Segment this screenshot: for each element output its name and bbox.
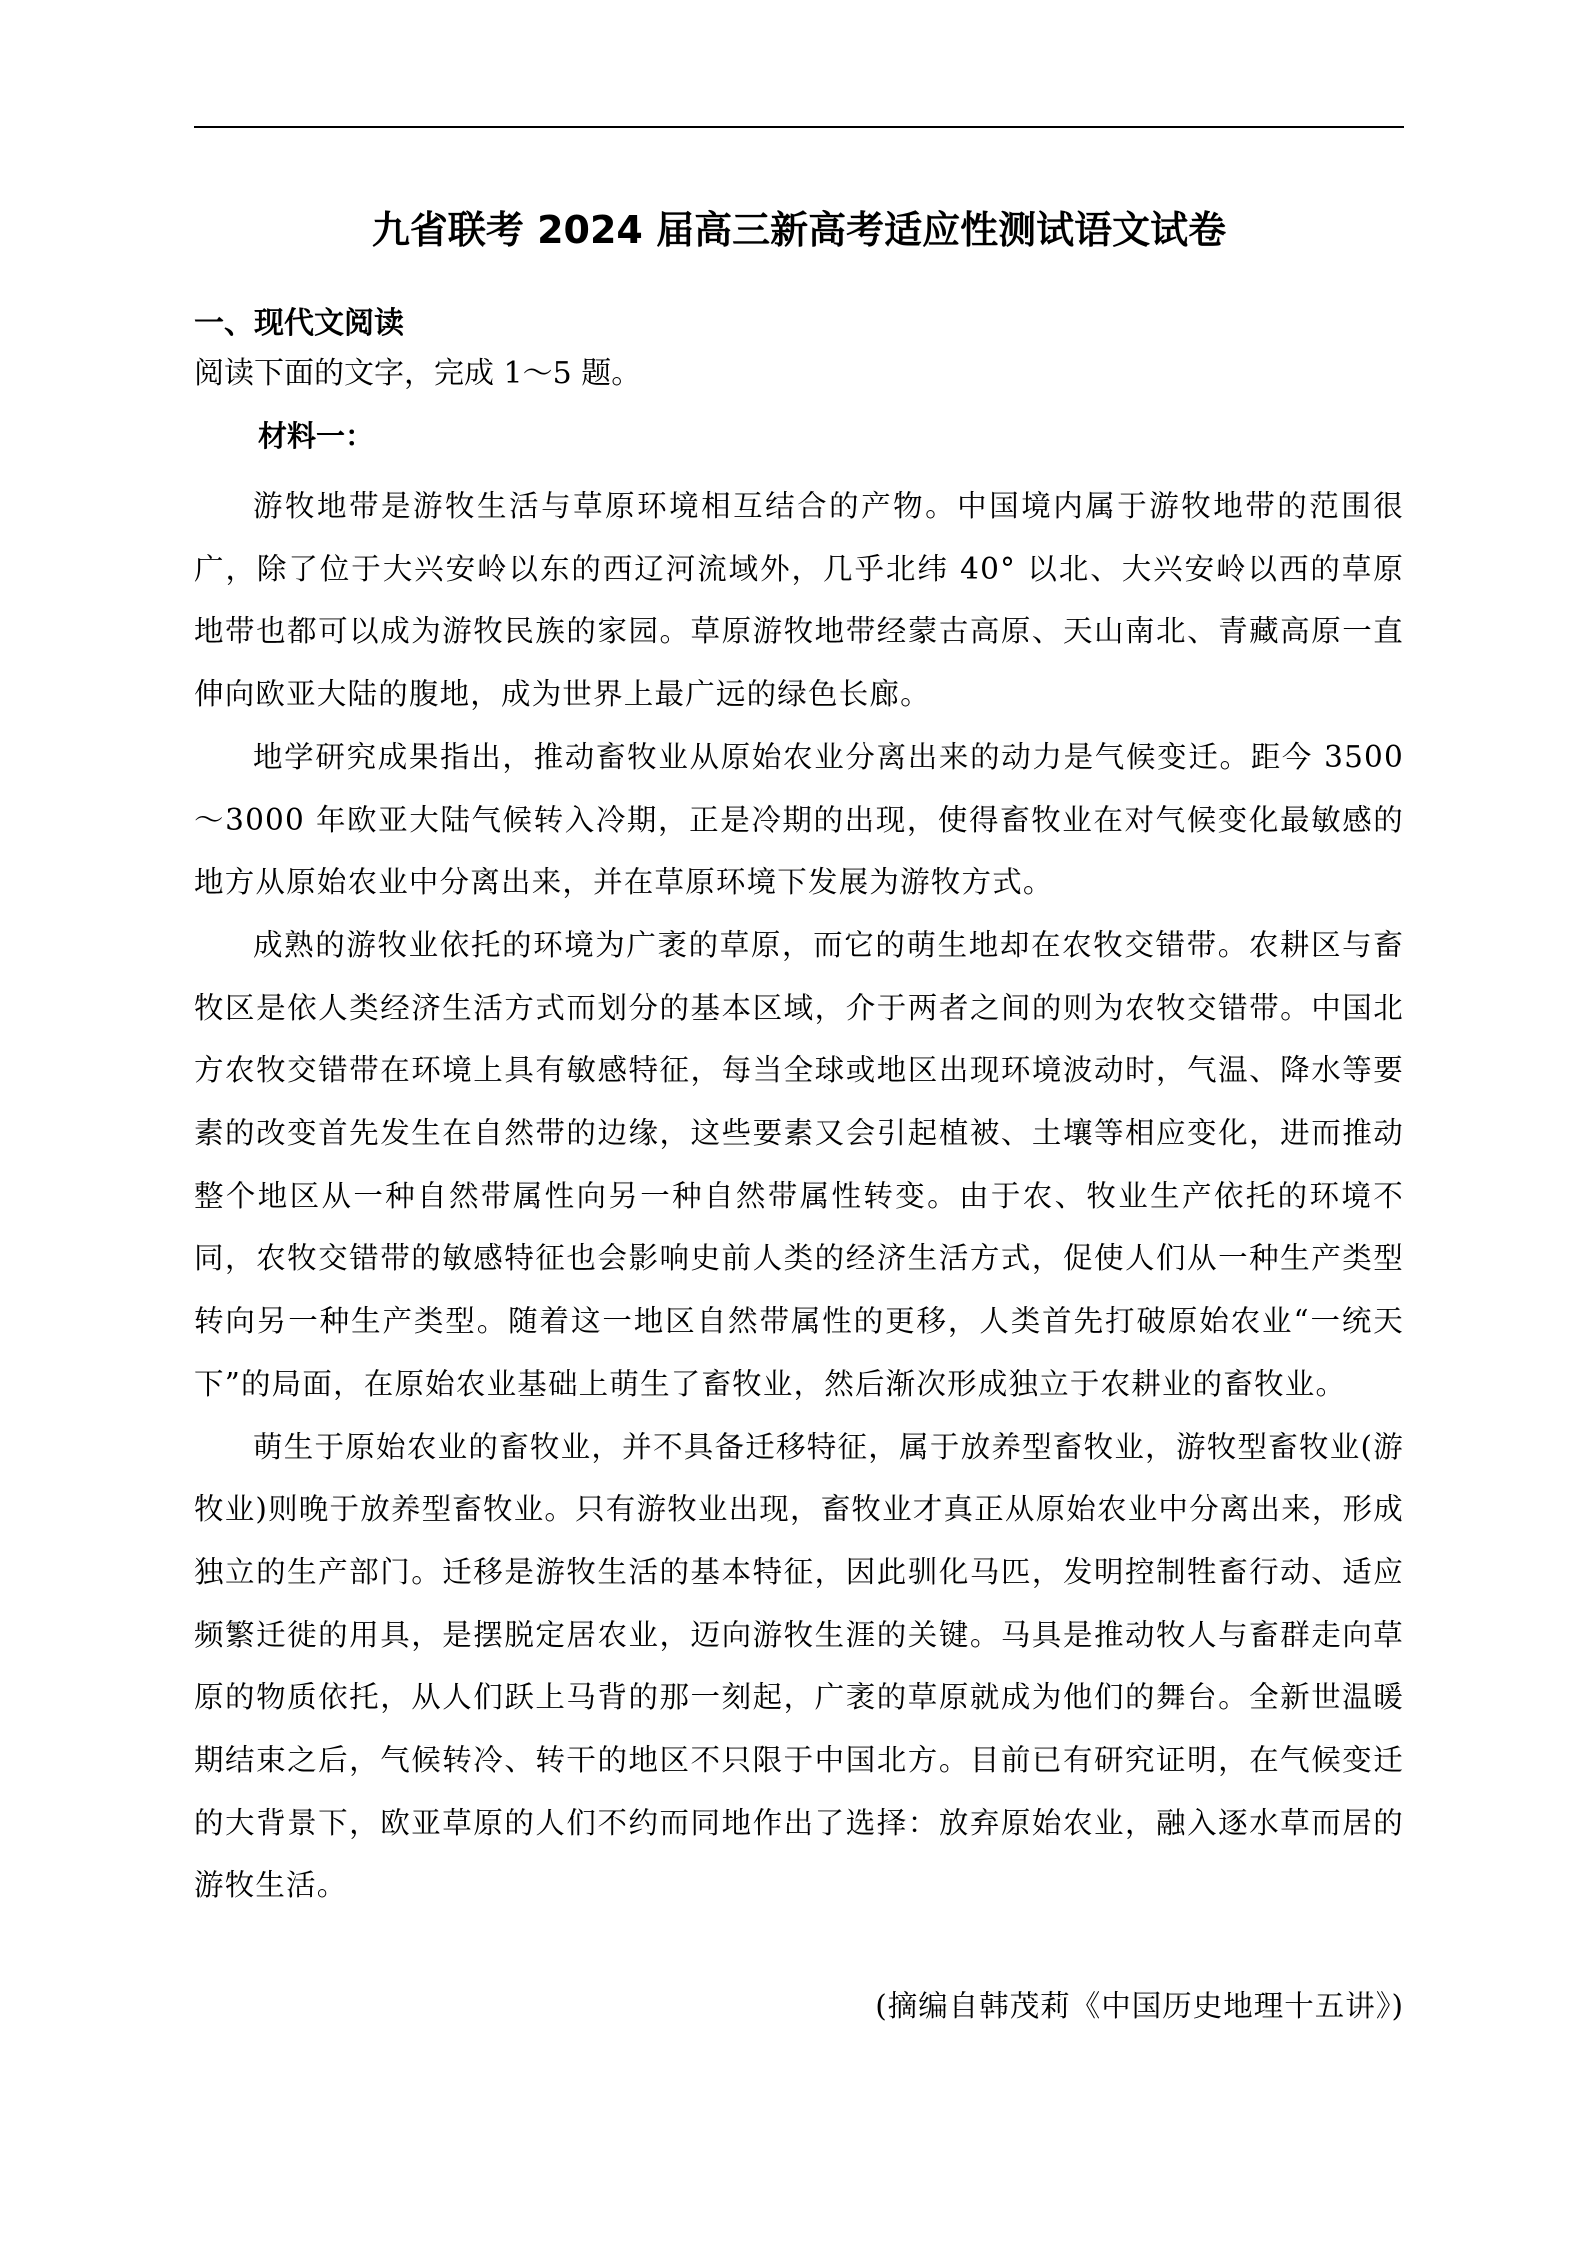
passage-body	[194, 475, 1404, 1917]
exam-title: 九省联考 2024 届高三新高考适应性测试语文试卷	[371, 208, 1227, 252]
paragraph-2: 地学研究成果指出，推动畜牧业从原始农业分离出来的动力是气候变迁。距今 3500～3000 年欧亚大陆气候转入冷期，正是冷期的出现，使得畜牧业在对气候变化最敏感的地方从原始农业中分离出来，并在草原环境下发展为游牧方式。	[194, 739, 1404, 900]
reading-instruction: 阅读下面的文字，完成 1～5 题。	[194, 356, 642, 391]
header-rule	[194, 126, 1404, 128]
material-label: 材料一：	[258, 419, 375, 453]
section-heading: 一、现代文阅读	[194, 306, 404, 341]
source-citation: (摘编自韩茂莉《中国历史地理十五讲》)	[875, 1989, 1404, 2023]
paragraph-4: 萌生于原始农业的畜牧业，并不具备迁移特征，属于放养型畜牧业，游牧型畜牧业(游牧业)则晚于放养型畜牧业。只有游牧业出现，畜牧业才真正从原始农业中分离出来，形成独立的生产部门。迁移是游牧生活的基本特征，因此驯化马匹，发明控制牲畜行动、适应频繁迁徙的用具，是摆脱定居农业，迈向游牧生涯的关键。马具是推动牧人与畜群走向草原的物质依托，从人们跃上马背的那一刻起，广袤的草原就成为他们的舞台。全新世温暖期结束之后，气候转冷、转干的地区不只限于中国北方。目前已有研究证明，在气候变迁的大背景下，欧亚草原的人们不约而同地作出了选择：放弃原始农业，融入逐水草而居的游牧生活。	[194, 1429, 1405, 1903]
paragraph-3: 成熟的游牧业依托的环境为广袤的草原，而它的萌生地却在农牧交错带。农耕区与畜牧区是依人类经济生活方式而划分的基本区域，介于两者之间的则为农牧交错带。中国北方农牧交错带在环境上具有敏感特征，每当全球或地区出现环境波动时，气温、降水等要素的改变首先发生在自然带的边缘，这些要素又会引起植被、土壤等相应变化，进而推动整个地区从一种自然带属性向另一种自然带属性转变。由于农、牧业生产依托的环境不同，农牧交错带的敏感特征也会影响史前人类的经济生活方式，促使人们从一种生产类型转向另一种生产类型。随着这一地区自然带属性的更移，人类首先打破原始农业“一统天下”的局面，在原始农业基础上萌生了畜牧业，然后渐次形成独立于农耕业的畜牧业。	[194, 927, 1404, 1401]
paragraph-1: 游牧地带是游牧生活与草原环境相互结合的产物。中国境内属于游牧地带的范围很广，除了位于大兴安岭以东的西辽河流域外，几乎北纬 40° 以北、大兴安岭以西的草原地带也都可以成为游牧民族的家园。草原游牧地带经蒙古高原、天山南北、青藏高原一直伸向欧亚大陆的腹地，成为世界上最广远的绿色长廊。	[194, 489, 1404, 712]
